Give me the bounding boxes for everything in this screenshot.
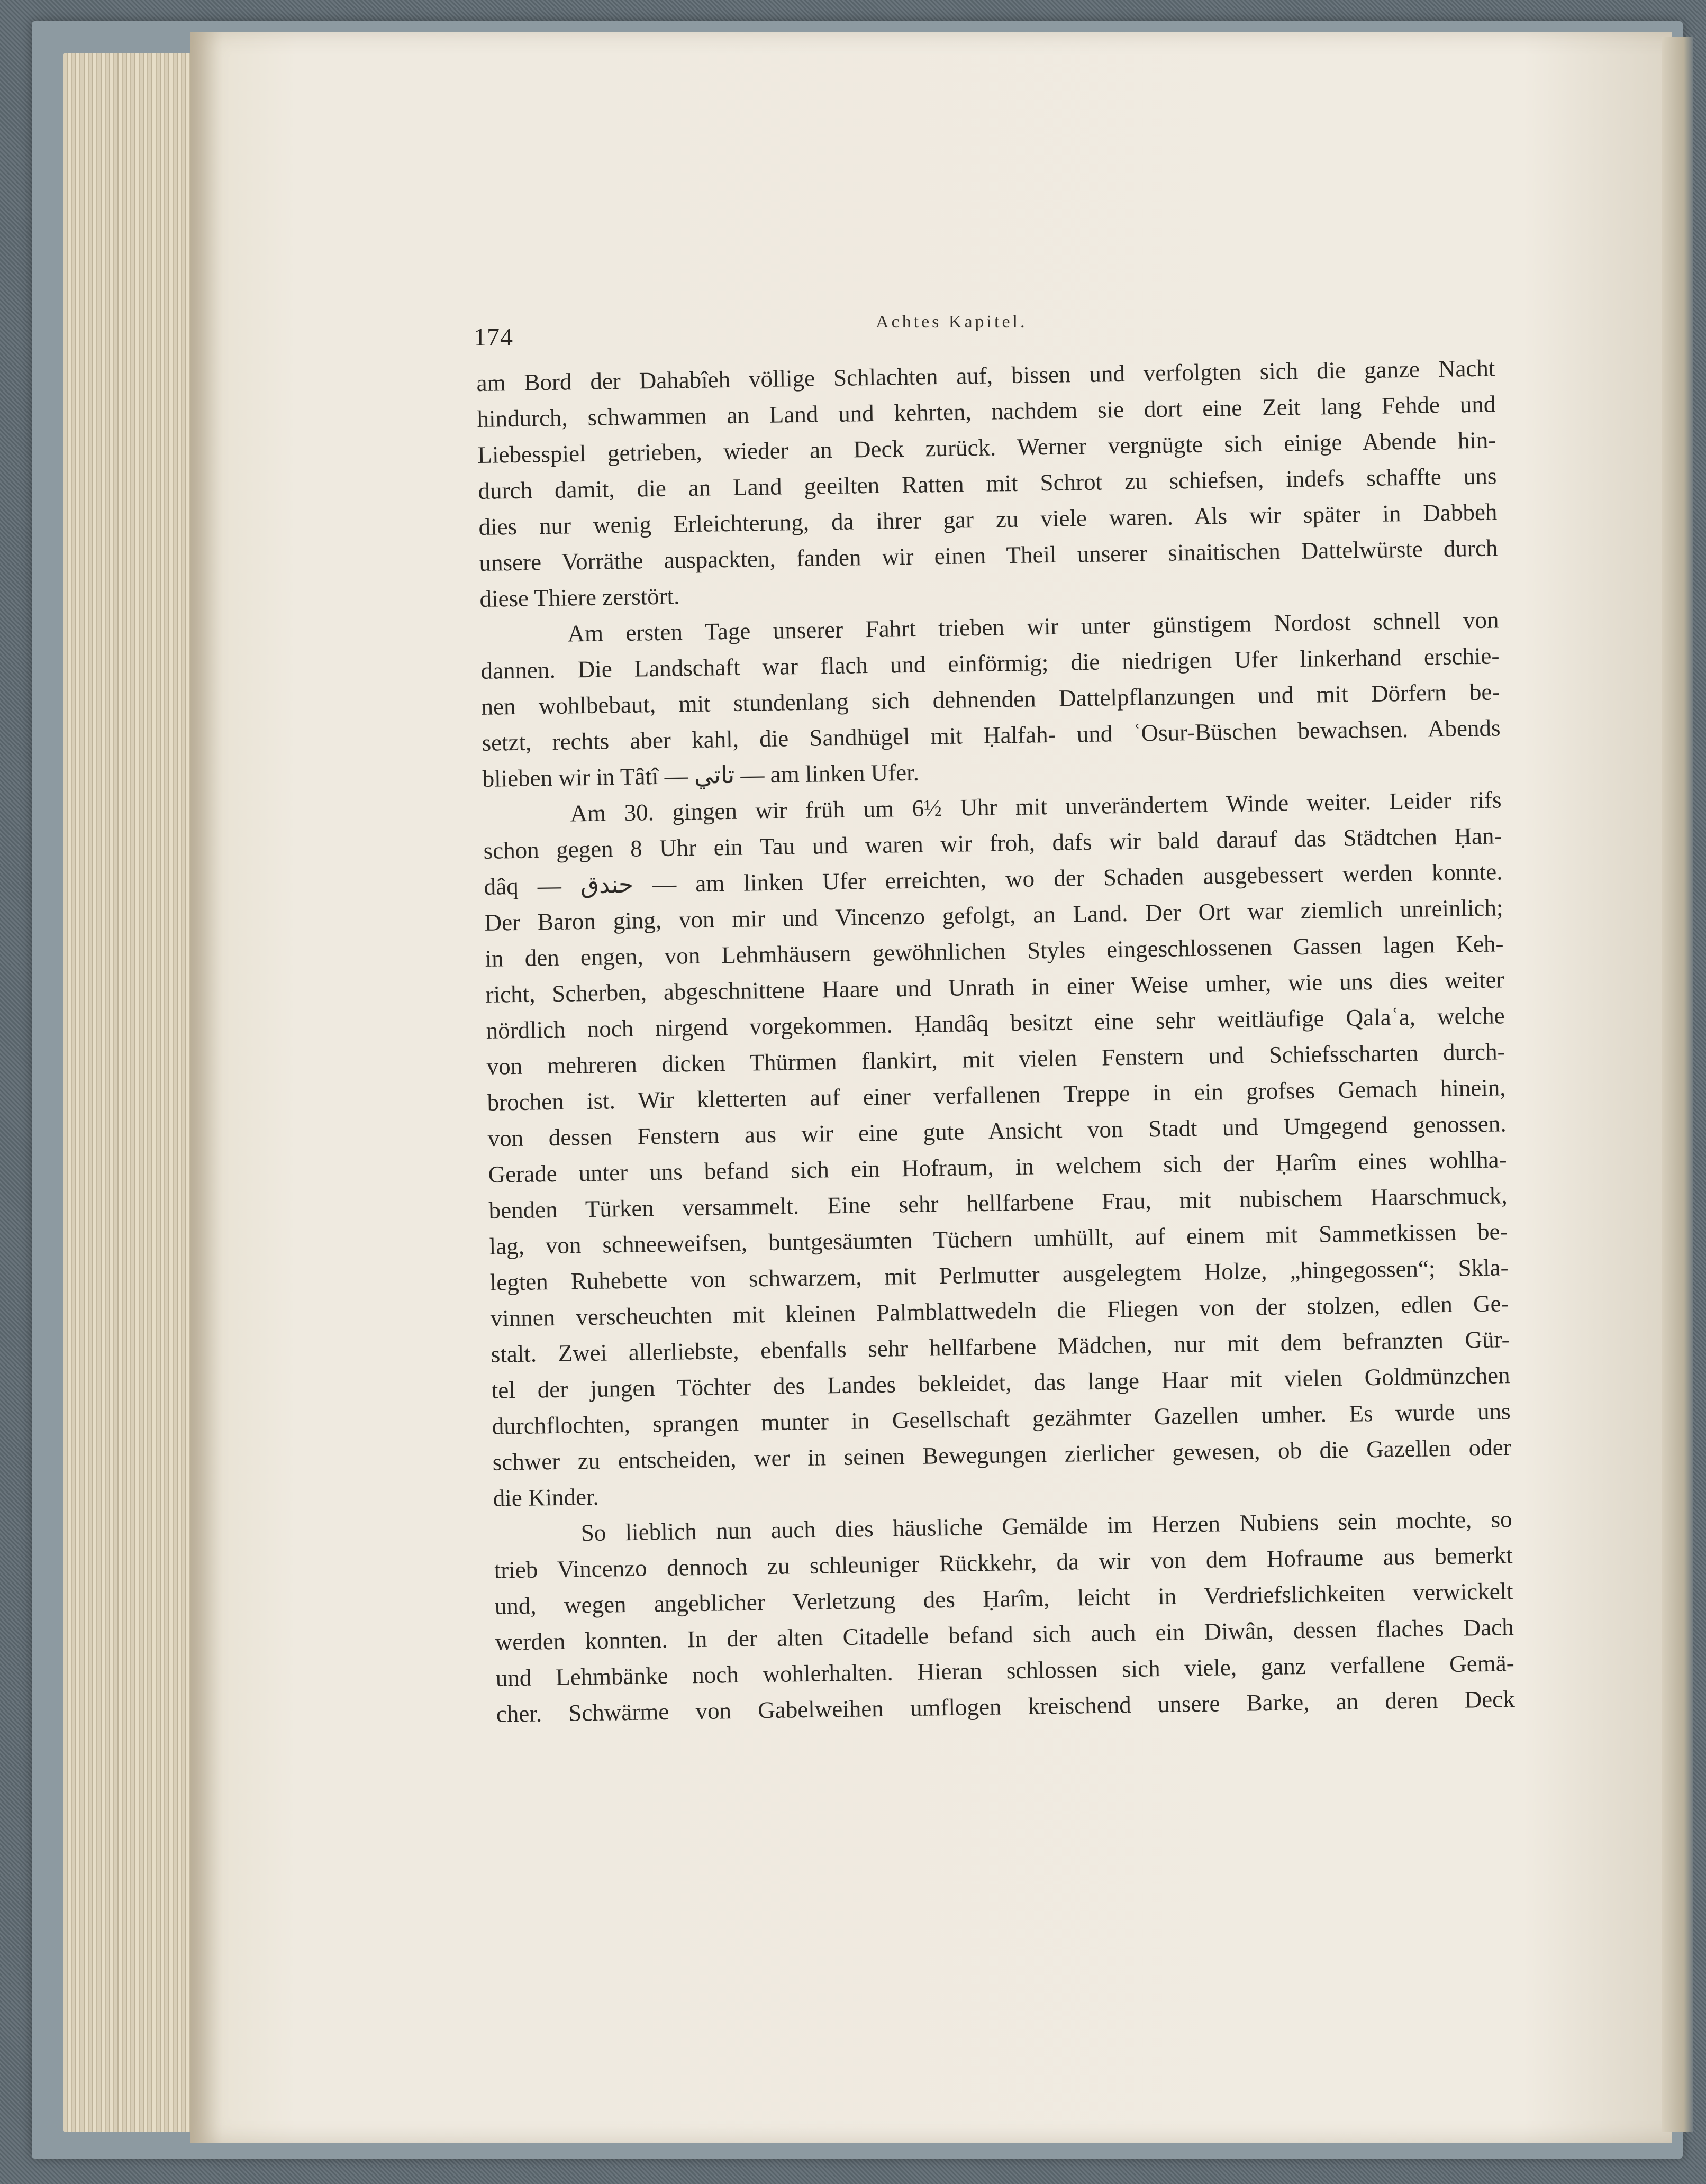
- text-line: werden konnten. In der alten Citadelle befand sich auch ein Diwân, dessen flaches Dach: [495, 1614, 1514, 1655]
- text-line: die Kinder.: [493, 1483, 600, 1512]
- text-line: hindurch, schwammen an Land und kehrten, nachdem sie dort eine Zeit lang Fehde und: [477, 390, 1496, 432]
- text-line: Am ersten Tage unserer Fahrt trieben wir unter günstigem Nordost schnell von: [567, 606, 1499, 647]
- text-line: schwer zu entscheiden, wer in seinen Bewegungen zierlicher gewesen, ob die Gazellen oder: [492, 1434, 1511, 1476]
- text-line: dannen. Die Landschaft war flach und einförmig; die niedrigen Ufer linkerhand erschie-: [480, 642, 1500, 684]
- page-gutter-right: [1662, 37, 1693, 2132]
- text-line: setzt, rechts aber kahl, die Sandhügel mit Ḥalfah- und ʿOsur-Büschen bewachsen. Abends: [482, 714, 1501, 756]
- text-line: brochen ist. Wir kletterten auf einer verfallenen Treppe in ein grofses Gemach hinein,: [487, 1074, 1506, 1116]
- text-line: Der Baron ging, von mir und Vincenzo gefolgt, an Land. Der Ort war ziemlich unreinlich;: [484, 894, 1503, 936]
- text-line: nördlich noch nirgend vorgekommen. Ḥandâq besitzt eine sehr weitläufige Qalaʿa, welche: [486, 1002, 1505, 1044]
- text-line: Liebesspiel getrieben, wieder an Deck zurück. Werner vergnügte sich einige Abende hin-: [477, 426, 1496, 468]
- text-line: und Lehmbänke noch wohlerhalten. Hieran schlossen sich viele, ganz verfallene Gemä-: [495, 1650, 1514, 1691]
- chapter-title: Achtes Kapitel.: [876, 312, 1028, 332]
- text-line: legten Ruhebette von schwarzem, mit Perlmutter ausgelegtem Holze, „hingegossen“; Skla-: [489, 1254, 1509, 1296]
- text-line: und, wegen angeblicher Verletzung des Ḥarîm, leicht in Verdriefslichkeiten verwickelt: [494, 1578, 1513, 1619]
- text-line: von mehreren dicken Thürmen flankirt, mit vielen Fenstern und Schiefsscharten durch-: [486, 1038, 1505, 1080]
- running-head: [474, 312, 1532, 354]
- text-line: schon gegen 8 Uhr ein Tau und waren wir froh, dafs wir bald darauf das Städtchen Ḥan-: [483, 822, 1502, 864]
- text-line: trieb Vincenzo dennoch zu schleuniger Rückkehr, da wir von dem Hofraume aus bemerkt: [494, 1542, 1513, 1584]
- text-line: am Bord der Dahabîeh völlige Schlachten auf, bissen und verfolgten sich die ganze Nacht: [476, 354, 1495, 396]
- text-line: blieben wir in Tâtî — تاتي — am linken Ufer.: [482, 759, 920, 792]
- text-line: durchflochten, sprangen munter in Gesellschaft gezähmter Gazellen umher. Es wurde uns: [492, 1398, 1511, 1440]
- text-line: cher. Schwärme von Gabelweihen umflogen kreischend unsere Barke, an deren Deck: [496, 1686, 1515, 1727]
- text-line: Am 30. gingen wir früh um 6½ Uhr mit unverändertem Winde weiter. Leider rifs: [570, 786, 1502, 827]
- text-line: durch damit, die an Land geeilten Ratten mit Schrot zu schiefsen, indefs schaffte uns: [478, 462, 1497, 504]
- text-line: dâq — حندق — am linken Ufer erreichten, wo der Schaden ausgebessert werden konnte.: [484, 858, 1503, 900]
- text-line: lag, von schneeweifsen, buntgesäumten Tüchern umhüllt, auf einem mit Sammetkissen be-: [489, 1218, 1508, 1260]
- text-line: in den engen, von Lehmhäusern gewöhnlichen Styles eingeschlossenen Gassen lagen Keh-: [485, 930, 1504, 972]
- text-line: So lieblich nun auch dies häusliche Gemälde im Herzen Nubiens sein mochte, so: [580, 1506, 1512, 1546]
- text-line: dies nur wenig Erleichterung, da ihrer gar zu viele waren. Als wir später in Dabbeh: [478, 498, 1498, 540]
- text-line: stalt. Zwei allerliebste, ebenfalls sehr hellfarbene Mädchen, nur mit dem befranzten Gür-: [491, 1326, 1510, 1368]
- text-line: tel der jungen Töchter des Landes bekleidet, das lange Haar mit vielen Goldmünzchen: [491, 1362, 1510, 1404]
- text-line: unsere Vorräthe auspackten, fanden wir einen Theil unserer sinaitischen Dattelwürste durch: [479, 534, 1498, 576]
- text-line: diese Thiere zerstört.: [479, 583, 680, 612]
- text-line: nen wohlbebaut, mit stundenlang sich dehnenden Dattelpflanzungen und mit Dörfern be-: [481, 678, 1500, 720]
- text-line: Gerade unter uns befand sich ein Hofraum, in welchem sich der Ḥarîm eines wohlha-: [488, 1146, 1507, 1188]
- text-line: richt, Scherben, abgeschnittene Haare und Unrath in einer Weise umher, wie uns dies weiter: [485, 966, 1504, 1008]
- text-line: von dessen Fenstern aus wir eine gute Ansicht von Stadt und Umgegend genossen.: [487, 1110, 1507, 1152]
- page-number: 174: [474, 323, 513, 351]
- text-line: benden Türken versammelt. Eine sehr hellfarbene Frau, mit nubischem Haarschmuck,: [488, 1182, 1508, 1224]
- text-line: vinnen verscheuchten mit kleinen Palmblattwedeln die Fliegen von der stolzen, edlen Ge-: [490, 1290, 1509, 1332]
- body-text: [476, 350, 1515, 1732]
